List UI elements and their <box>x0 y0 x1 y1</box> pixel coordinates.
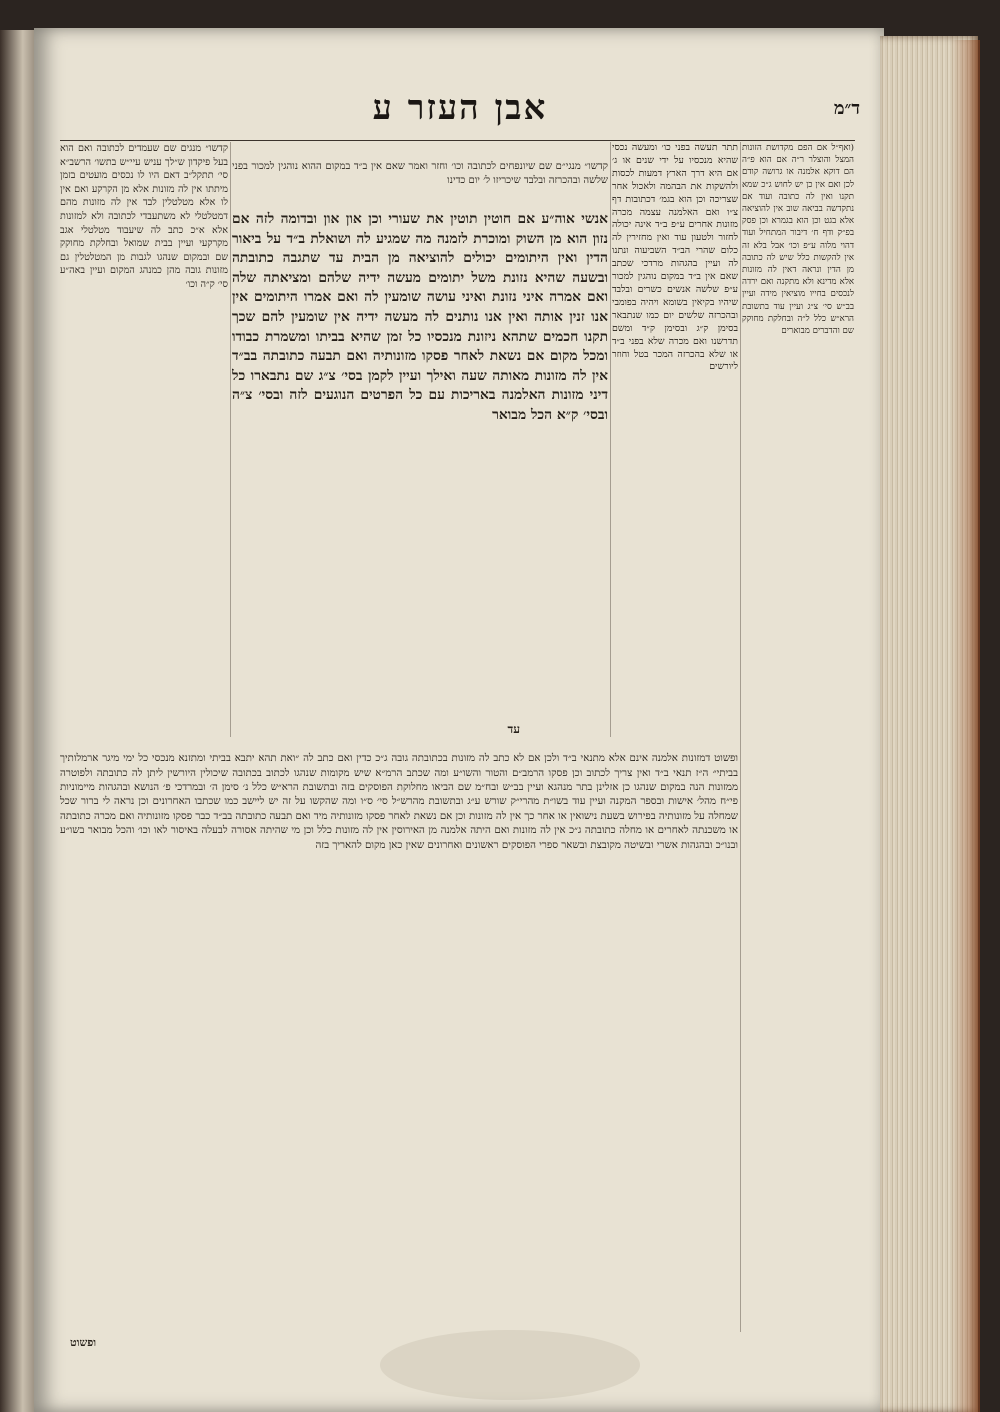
page-title: אבן העזר ע <box>372 88 548 128</box>
column-divider <box>230 142 231 737</box>
section-catchword: עד <box>507 722 520 736</box>
right-gloss-text: (ואף״ל אם הפם מקדושת הזונות המצל והוצלר ר״ה אם הוא פ״ה הם דוקא אלמנה או גרושה קודם לכן ואם אין כן יש לחוש ג״כ שמא תקנו ואין לה כתובה ועוד אם נתקדשה בביאה שוב אין להוציאה אלא בגט וכן הוא בגמרא וכן פסק בפ״ק ודף ח׳ דיבור המתחיל ועוד דהוי מלוה ע״פ וכו׳ אבל בלא זה אין להקשות כלל שיש לה כתובה מן הדין ונראה דאין לה מזונות אלא מדינא ולא מתקנה ואם ירדה לנכסים בחייו מוציאין מידה ועיין בב״ש סי׳ צ״ג ועיין עוד בתשובת הרא״ש כלל ל״ה ובחלקת מחוקק שם והדברים מבוארים <box>742 143 854 337</box>
main-lead-text: קדשו״ מנגי״ם שם שיונפחים לכתובה וכו׳ וחזר ואמר שאם אין ב״ד במקום ההוא נוהגין למכור בפני שלשה ובהכרזה ובלבד שיכריזו ל׳ יום כדינו <box>232 161 608 186</box>
left-commentary-text: קדשו״ מנגים שם שעמדים לכתובה ואם הוא בעל פיקדון ש״לך עניש עיי״ש בתשו׳ הרשב״א סי׳ תתקל״ב דאם היו לו נכסים מועטים בזמן מיתתו אין לה מזונות אלא מן הקרקע ואם אין לו אלא מטלטלין לבד אין לה מזונות מהם דמטלטלי לא משתעבדי לכתובה ולא למזונות אלא א״כ כתב לה שיעבוד מטלטלי אגב מקרקעי ועיין בבית שמואל ובחלקת מחוקק שם ובמקום שנהגו לגבות מן המטלטלין גם מזונות גובה מהן כמנהג המקום ועיין באה״ע סי׳ ק״ה וכו׳ <box>60 143 228 290</box>
paper-stain <box>380 1330 640 1400</box>
previous-page-edge <box>0 30 38 1412</box>
column-divider <box>610 142 611 737</box>
lower-commentary-text: ופשוט דמזונות אלמנה אינם אלא מתנאי ב״ד ולכן אם לא כתב לה מזונות בכתובתה גובה ג״כ כדין ואם כתב לה ״ואת תהא יתבא בביתי ומתזנא מנכסי כל ימי מיגר ארמלותיך בביתי״ ה״ז תנאי ב״ד ואין צריך לכתוב וכן פסקו הרמב״ם והטור והשו״ע ומה שכתב הרמ״א שיש מקומות שנהגו לכתוב בכתובה שיכולין היורשין ליתן לה כתובתה ולפוטרה ממזונות הנה במקום שנהגו כן אזלינן בתר מנהגא ועיין בב״ש ובח״מ שם הביאו מחלוקת הפוסקים בזה ובתשובת הרא״ש כלל נ׳ סימן ה׳ ובמרדכי פ׳ הנושא ובהגהות מיימוניות פי״ח מהל׳ אישות ובספר המקנה ועיין עוד בשו״ת מהרי״ק שורש ע״ג ובתשובת מהרש״ל סי׳ ס״ו ומה שהקשו על זה יש ליישב כמו שכתבו האחרונים וכן נראה לי ברור שכל שמחלה על מזונותיה בפירוש בשעת נישואין או אחר כך אין לה מזונות וכן אם נשאת לאחר פסקו מזונותיה מיד ואם תבעה כתובתה בב״ד כבר פסקו מזונותיה ואם מכרה כתובתה או משכנתה לאחרים או מחלה כתובתה ג״כ אין לה מזונות ואם היתה אלמנה מן האירוסין אין לה מזונות כלל וכן מי שהיתה אסורה לבעלה באיסור לאו וכו׳ והכל מבואר בשו״ע ובנו״כ ובהגהות אשרי ובשיטה מקובצת ובשאר ספרי הפוסקים ראשונים ואחרונים שאין כאן מקום להאריך בזה <box>60 753 738 851</box>
middle-commentary-column <box>612 142 738 730</box>
column-divider <box>740 142 741 1332</box>
folio-number: ד״מ <box>833 98 860 119</box>
main-text-column <box>232 210 608 732</box>
catchword: ופשוט <box>70 1336 97 1349</box>
right-gloss-column <box>742 142 854 1332</box>
main-text: אנשי אוה״ע אם חוטין תוטין את שעורי וכן און און ובדומה לזה אם נזון הוא מן השוק ומוכרת לזמנה מה שמגיע לה ושואלת ב״ד על ביאור הדין ואין היתומים יכולים להוציאה מן הבית עד שתגבה כתובתה ובשעה שהיא נזונת משל יתומים מעשה ידיה שלהם ומציאתה שלה ואם אמרה איני נזונת ואיני עושה שומעין לה ואם אמרו היתומים אין אנו זנין אותה ואין אנו נותנים לה מעשה ידיה אין שומעין להם שכך תקנו חכמים שתהא ניזונת מנכסיו כל זמן שהיא בביתו ומשמרת כבודו ומכל מקום אם נשאת לאחר פסקו מזונותיה ואם תבעה כתובתה בב״ד אין לה מזונות מאותה שעה ואילך ועיין לקמן בסי׳ צ״ג שם נתבארו כל דיני מזונות האלמנה באריכות עם כל הפרטים הנוגעים לזה ובסי׳ צ״ה ובסי׳ ק״א הכל מבואר <box>232 211 608 423</box>
header-rule <box>60 140 855 141</box>
left-commentary-column <box>60 142 228 730</box>
lower-commentary <box>60 742 738 1332</box>
middle-commentary-text: תתר תעשה בפני כו׳ ומעשה נכסי שהיא מנכסיו על ידי שנים או ג׳ אם היא דרך הארץ דמעות לכסות ולהשקות את הבהמה ולאכול אחר שצריכה וכן הוא בגמ׳ דכתובות דף צ״ו ואם האלמנה עצמה מכרה מזונות אחרים ע״פ ב״ד אינה יכולה לחזור ולטעון עוד ואין מחזירין לה כלום שהרי הב״ד השביעוה ונתנו לה ועיין בהגהות מרדכי שכתב שאם אין ב״ד במקום נוהגין למכור ע״פ שלשה אנשים כשרים ובלבד שיהיו בקיאין בשומא ויהיה בפומבי ובהכרזה שלשים יום כמו שנתבאר בסימן ק״ג ובסימן ק״ד ומשם תדרשנו ואם מכרה שלא בפני ב״ד או שלא בהכרזה המכר בטל וחוזר ליורשים <box>612 142 738 373</box>
page-header <box>60 88 860 138</box>
binding-edge <box>950 40 980 1412</box>
